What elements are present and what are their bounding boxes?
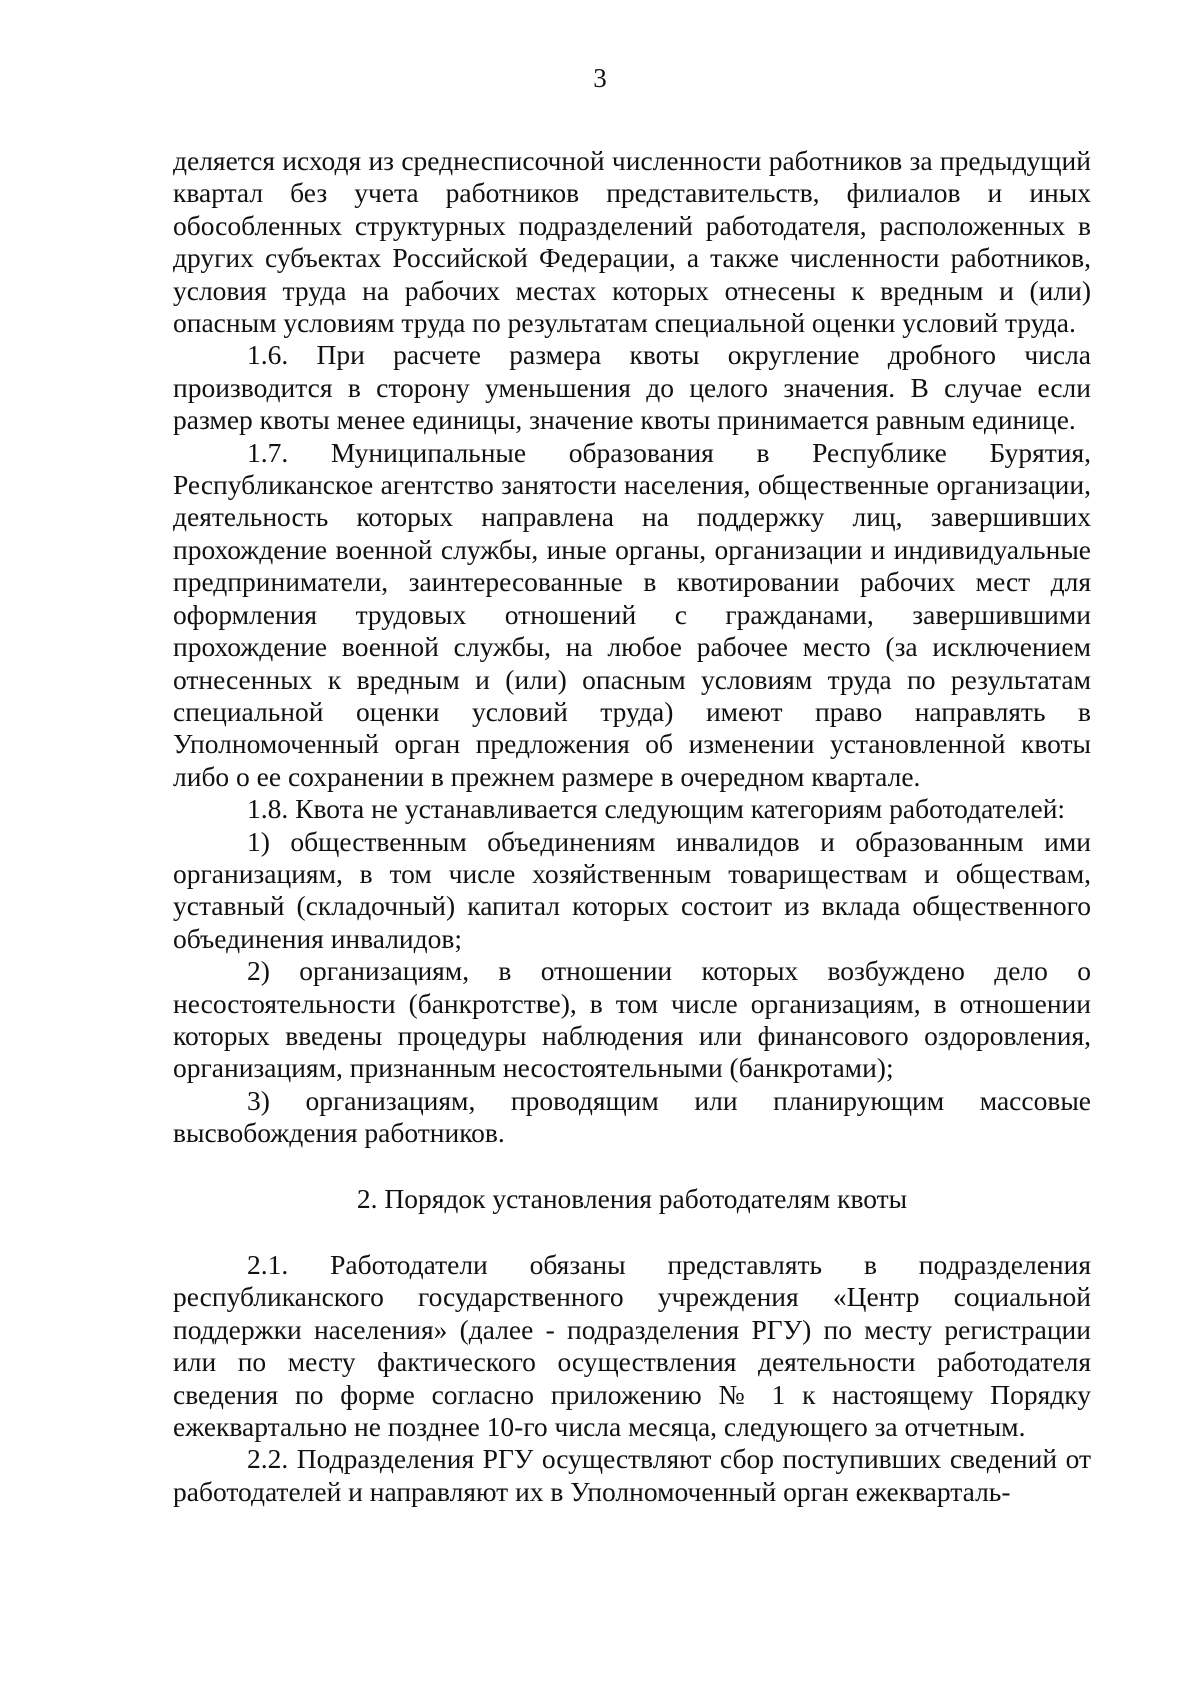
list-item-2: 2) организациям, в отношении которых возбуждено дело о несостоятельности (банкротстве), в том числе организациям, в отношении которых введены процедуры наблюдения или финансового оздоровления, организациям, признанным несостоятельными (банкротами); (173, 955, 1091, 1084)
list-item-1: 1) общественным объединениям инвалидов и образованным ими организациям, в том числе хозяйственным товариществам и обществам, уставный (складочный) капитал которых состоит из вклада общественного объединения инвалидов; (173, 825, 1091, 954)
paragraph-continuation: деляется исходя из среднесписочной численности работников за предыдущий квартал без учета работников представительств, филиалов и иных обособленных структурных подразделений работодателя, расположенных в других субъектах Российской Федерации, а также численности работников, условия труда на рабочих местах которых отнесены к вредным и (или) опасным условиям труда по результатам специальной оценки условий труда. (173, 145, 1091, 339)
paragraph-1-6: 1.6. При расчете размера квоты округление дробного числа производится в сторону уменьшения до целого значения. В случае если размер квоты менее единицы, значение квоты принимается равным единице. (173, 339, 1091, 436)
page-number: 3 (593, 63, 607, 93)
paragraph-1-7: 1.7. Муниципальные образования в Республике Бурятия, Республиканское агентство занятости населения, общественные организации, деятельность которых направлена на поддержку лиц, завершивших прохождение военной службы, иные органы, организации и индивидуальные предприниматели, заинтересованные в квотировании рабочих мест для оформления трудовых отношений с гражданами, завершившими прохождение военной службы, на любое рабочее место (за исключением отнесенных к вредным и (или) опасным условиям труда по результатам специальной оценки условий труда) имеют право направлять в Уполномоченный орган предложения об изменении установленной квоты либо о ее сохранении в прежнем размере в очередном квартале. (173, 436, 1091, 792)
paragraph-2-1: 2.1. Работодатели обязаны представлять в подразделения республиканского государственного учреждения «Центр социальной поддержки населения» (далее - подразделения РГУ) по месту регистрации или по месту фактического осуществления деятельности работодателя сведения по форме согласно приложению № 1 к настоящему Порядку ежеквартально не позднее 10-го числа месяца, следующего за отчетным. (173, 1249, 1091, 1443)
section-heading: 2. Порядок установления работодателям квоты (356, 1182, 908, 1214)
paragraph-2-2: 2.2. Подразделения РГУ осуществляют сбор поступивших сведений от работодателей и направляют их в Уполномоченный орган ежекварталь- (173, 1443, 1091, 1507)
list-item-3: 3) организациям, проводящим или планирующим массовые высвобождения работников. (173, 1084, 1091, 1149)
document-body (173, 145, 1091, 1508)
paragraph-1-8: 1.8. Квота не устанавливается следующим категориям работодателей: (247, 793, 1066, 825)
